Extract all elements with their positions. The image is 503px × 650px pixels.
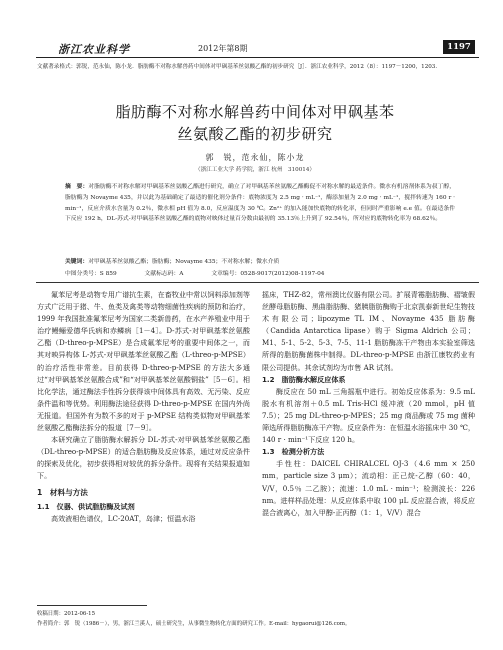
subsection-heading-instruments: 1.1 仪器、供试脂肪酶及试剂 [37,501,135,511]
received-date: 收稿日期：2012-06-15 [37,611,96,617]
abstract [65,182,455,225]
keywords-label: 关键词： [65,259,89,265]
affiliation: （浙江工业大学 药学院，浙江 杭州 310014） [194,167,315,173]
reaction-paragraph: 酶反应在 50 mL 三角摇瓶中进行。初始反应体系为：9.5 mL 脱水有机溶剂＋0.5 mL Tris-HCl 缓冲液（20 mmol，pH 值 7.5）；25 mg DL-threo-p-MPES；25 mg 商品酶或 75 mg 菌种筛选所得脂肪酶冻干产物。反应条件为：在恒温水浴摇床中 30 ℃，140 r · min⁻¹下反应 120 h。 [262,386,476,445]
clc-number: 中图分类号：S 859 [65,271,117,277]
page-header [22,40,485,56]
article-number: 文章编号：0528-9017(2012)08-1197-04 [211,271,325,277]
citation-format: 文献著录格式：郭锐，范永仙，陈小龙．脂肪酶不对称水解兽药中间体对甲砜基苯丝氨酸乙酯的初步研究［J］．浙江农业科学，2012（8）：1197－1200，1203． [37,64,441,70]
subsection-heading-analysis: 1.3 检测分析方法 [262,447,325,457]
body-rule [36,282,479,283]
paper-title [30,101,480,145]
left-column [37,289,250,525]
author-bio: 作者简介：郭 锐（1986－），男，浙江兰溪人，硕士研究生，从事微生物转化方面的研究工作。E-mail：hygaorui@126.com。 [37,621,351,627]
analysis-paragraph: 手性柱：DAICEL CHIRALCEL OJ-3（4.6 mm × 250 mm，particle size 3 μm）；流动相：正己烷-乙醇（60：40，V/V，0.5％ 二乙胺）；流速：1.0 mL · min⁻¹；检测波长：226 nm。进样样品处理：从反应体系中取 100 μL 反应混合液，将反应混合液离心，加入甲醇-正丙醇（1：1，V/V）混合 [262,459,475,517]
keywords [65,256,455,265]
subsection-heading-reaction: 1.2 脂肪酶水解反应体系 [262,374,346,384]
instruments-paragraph: 高效液相色谱仪，LC-20AT，岛津；恒温水浴 [51,513,196,523]
page-number: 1197 [443,40,475,54]
title-line-1: 脂肪酶不对称水解兽药中间体对甲砜基苯 [115,103,395,121]
journal-logo: 浙江农业科学 [58,43,130,56]
intro-paragraph-2: 本研究确立了脂肪酶水解拆分 DL-苏式-对甲砜基苯丝氨酸乙酯（DL-threo-p-MPSE）的适合脂肪酶及反应体系，通过对反应条件的探索及优化，初步获得相对较优的拆分条件。现将有关结果报道如下。 [37,435,250,481]
section-heading-materials: 1 材料与方法 [37,487,88,497]
header-rule [36,57,479,58]
intro-paragraph-1: 氟苯尼考是动物专用广谱抗生素，在畜牧业中常以饲料添加剂等方式广泛用于猪、牛、鱼类及禽类等动物细菌性疾病的预防和治疗，1999 年我国批准氟苯尼考为国家二类新兽药，在水产养殖业中用于治疗鳗鲡爱德华氏病和赤鳞病［1－4］。D-苏式-对甲砜基苯丝氨酸乙酯（D-threo-p-MPSE）是合成氟苯尼考的重要中间体之一，而其对映异构体 L-苏式-对甲砜基苯丝氨酸乙酯（L-threo-p-MPSE）的治疗活性非常差。目前获得 D-threo-p-MPSE 的方法大多通过“对甲砜基苯丝氨酸合成”和“对甲砜基苯丝氨酸铜盐”［5－6］。相比化学法，通过酶法手性拆分获得该中间体具有高效、无污染、反应条件温和等优势。利用酶法途径获得 D-threo-p-MPSE 在国内外尚无报道。但国外有为数不多的对于 p-MPSE 结构类似物对甲砜基苯丝氨酸乙酯酶法拆分的报道［7－9］。 [37,290,250,433]
right-column [262,289,475,519]
reagents-paragraph: 摇床，THZ-82，常州澳比仪器有限公司。扩展青霉脂肪酶、褶皱假丝酵母脂肪酶、黑曲脂肪酶、猪胰脂肪酶购于北京凯泰新世纪生物技术有限公司；lipozyme TL IM、Novayme 435 脂肪酶（Candida Antarctica lipase）购于 Sigma Aldrich 公司；M1、5-1、5-2、5-3、7-5、11-1 脂肪酶冻干产物由本实验室筛选所得的脂肪酶菌株中制得。DL-threo-p-MPSE 由浙江康牧药业有限公司提供。其余试剂均为市售 AR 试剂。 [262,290,475,372]
abstract-text: 对脂肪酶不对称水解对甲砜基苯丝氨酸乙酯进行研究，确立了对甲砜基苯丝氨酸乙酯酶促不对称水解的最适条件。微水有机溶剂体系为叔丁醇，脂肪酶为 Novayme 435，并以此为基础确定了最适的催化剂分条件：底物浓度为 2.5 mg · mL⁻¹，酶添加量为 2.0 mg · mL⁻¹，搅拌转速为 160 r · min⁻¹，反应介质水含量为 0.2％，微水相 pH 值为 8.0，反应温度为 30 ℃。Zn²⁺ 的加入能加快底物的转化率，但同时严重影响 e.e 值。在最适条件下反应 192 h，DL-苏式-对甲砜基苯丝氨酸乙酯的底物对映体过量百分数由最初的 35.13％上升到了 92.54％，所对应的底物转化率为 68.62％。 [65,184,455,223]
classification [65,268,455,277]
title-line-2: 丝氨酸乙酯的初步研究 [177,125,333,143]
keywords-text: 对甲砜基苯丝氨酸乙酯；脂肪酶；Novayme 435；不对称水解；微水介质 [88,259,280,265]
authors: 郭 锐，范永仙，陈小龙 [205,153,305,162]
document-code: 文献标志码：A [144,271,184,277]
abstract-label: 摘 要： [65,184,89,190]
footnote-rule [37,605,147,606]
issue-info: 2012年第8期 [198,44,248,53]
